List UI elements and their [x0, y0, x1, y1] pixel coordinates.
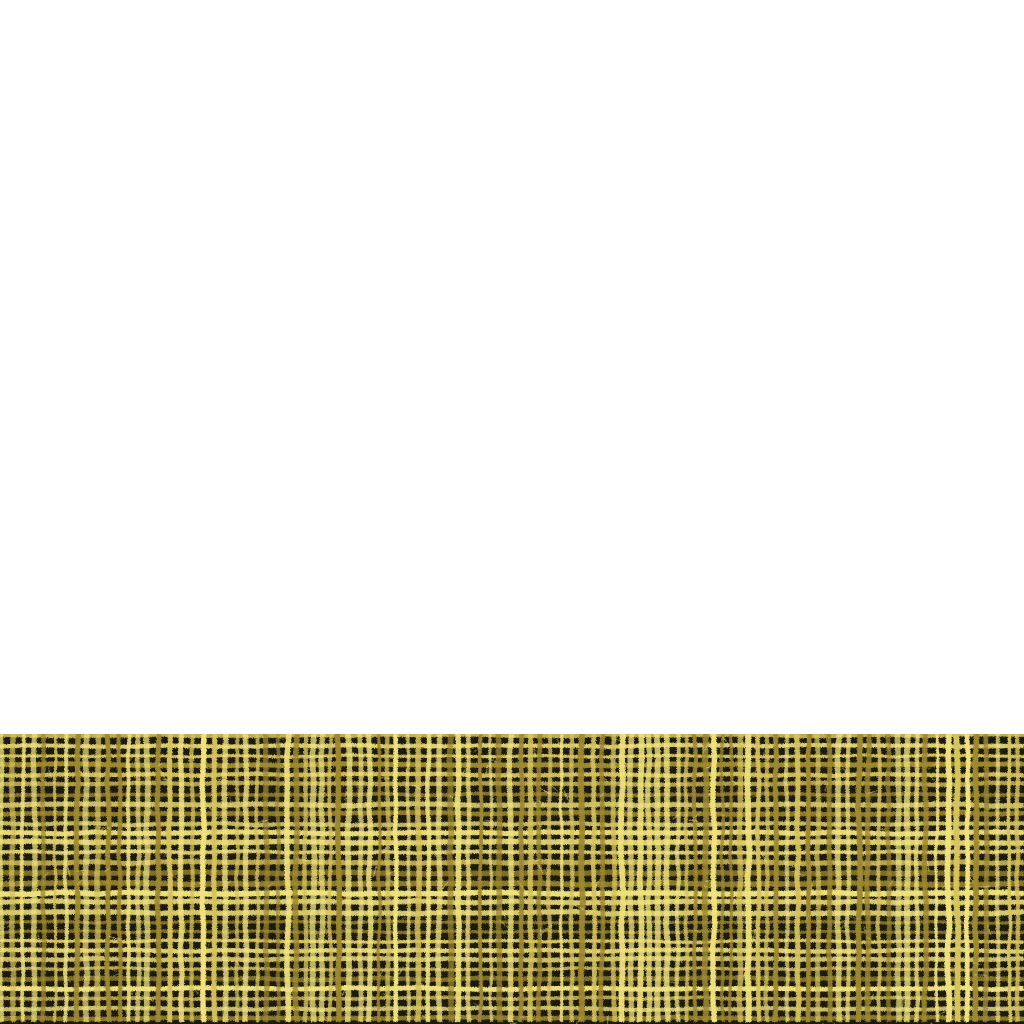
warp-thread: [997, 734, 999, 1022]
warp-thread: [916, 734, 918, 1022]
warp-thread: [312, 734, 314, 1022]
warp-thread: [630, 734, 632, 1022]
warp-thread: [538, 734, 540, 1022]
warp-thread: [613, 734, 615, 1022]
warp-thread: [786, 734, 788, 1022]
warp-thread: [295, 734, 297, 1022]
warp-thread: [713, 734, 715, 1022]
warp-thread: [348, 734, 350, 1022]
warp-thread: [180, 734, 182, 1022]
warp-thread: [191, 734, 193, 1022]
warp-thread: [581, 734, 583, 1022]
warp-thread: [966, 734, 968, 1022]
warp-thread: [666, 734, 668, 1022]
fibre-strand: [99, 828, 111, 829]
warp-thread: [828, 734, 830, 1022]
warp-thread: [287, 734, 289, 1022]
warp-thread: [329, 734, 331, 1022]
fibre-strand: [755, 769, 756, 774]
warp-thread: [657, 734, 659, 1022]
fibre-strand: [535, 749, 536, 758]
warp-thread: [76, 734, 78, 1022]
warp-thread: [417, 734, 419, 1022]
warp-thread: [146, 734, 148, 1022]
warp-thread: [468, 734, 470, 1022]
warp-thread: [277, 734, 279, 1022]
warp-thread: [0, 734, 2, 1022]
warp-thread: [256, 734, 258, 1022]
warp-thread: [924, 734, 926, 1022]
warp-thread: [42, 734, 44, 1022]
warp-thread: [765, 734, 767, 1022]
warp-thread: [685, 734, 687, 1022]
warp-thread: [137, 734, 139, 1022]
warp-thread: [387, 734, 389, 1022]
warp-thread: [694, 734, 696, 1022]
warp-thread: [224, 734, 226, 1022]
warp-thread: [907, 734, 909, 1022]
warp-thread: [775, 734, 777, 1022]
warp-thread: [640, 734, 642, 1022]
warp-thread: [947, 734, 949, 1022]
warp-thread: [33, 734, 35, 1022]
fibre-strand: [955, 883, 956, 887]
fibre-strand: [402, 918, 410, 919]
warp-thread: [560, 734, 562, 1022]
warp-thread: [887, 734, 889, 1022]
warp-thread: [956, 734, 958, 1022]
warp-thread: [593, 734, 595, 1022]
warp-thread: [245, 734, 247, 1022]
warp-thread: [858, 734, 860, 1022]
warp-thread: [704, 734, 706, 1022]
warp-thread: [202, 734, 204, 1022]
warp-thread: [897, 734, 899, 1022]
fibre-strand: [167, 931, 176, 932]
warp-thread: [22, 734, 24, 1022]
warp-thread: [337, 734, 339, 1022]
warp-thread: [601, 734, 603, 1022]
warp-thread: [107, 734, 109, 1022]
warp-thread: [817, 734, 819, 1022]
warp-thread: [509, 734, 511, 1022]
warp-thread: [169, 734, 171, 1022]
warp-thread: [520, 734, 522, 1022]
warp-thread: [369, 734, 371, 1022]
burlap-weave-pattern: [0, 734, 1024, 1024]
warp-thread: [457, 734, 459, 1022]
warp-thread: [837, 734, 839, 1022]
warp-thread: [548, 734, 550, 1022]
warp-thread: [797, 734, 799, 1022]
warp-thread: [304, 734, 306, 1022]
warp-thread: [530, 734, 532, 1022]
warp-thread: [479, 734, 481, 1022]
warp-thread: [878, 734, 880, 1022]
fibre-strand: [357, 780, 358, 791]
warp-thread: [157, 734, 159, 1022]
fibre-strand: [987, 808, 997, 809]
fibre-strand: [702, 749, 707, 750]
warp-thread: [1008, 734, 1010, 1022]
warp-thread: [65, 734, 67, 1022]
burlap-texture-strip: [0, 734, 1024, 1024]
warp-thread: [677, 734, 679, 1022]
warp-thread: [757, 734, 759, 1022]
warp-thread: [847, 734, 849, 1022]
warp-thread: [427, 734, 429, 1022]
warp-thread: [490, 734, 492, 1022]
warp-thread: [498, 734, 500, 1022]
warp-thread: [808, 734, 810, 1022]
warp-thread: [648, 734, 650, 1022]
warp-thread: [739, 734, 741, 1022]
warp-thread: [12, 734, 14, 1022]
warp-thread: [321, 734, 323, 1022]
warp-thread: [128, 734, 130, 1022]
warp-thread: [118, 734, 120, 1022]
warp-thread: [867, 734, 869, 1022]
warp-thread: [97, 734, 99, 1022]
warp-thread: [266, 734, 268, 1022]
warp-thread: [1016, 734, 1018, 1022]
fibre-strand: [903, 998, 904, 1009]
warp-thread: [747, 734, 749, 1022]
warp-thread: [571, 734, 573, 1022]
warp-thread: [438, 734, 440, 1022]
warp-thread: [359, 734, 361, 1022]
warp-thread: [975, 734, 977, 1022]
warp-thread: [621, 734, 623, 1022]
warp-thread: [449, 734, 451, 1022]
warp-thread: [407, 734, 409, 1022]
warp-thread: [214, 734, 215, 1022]
